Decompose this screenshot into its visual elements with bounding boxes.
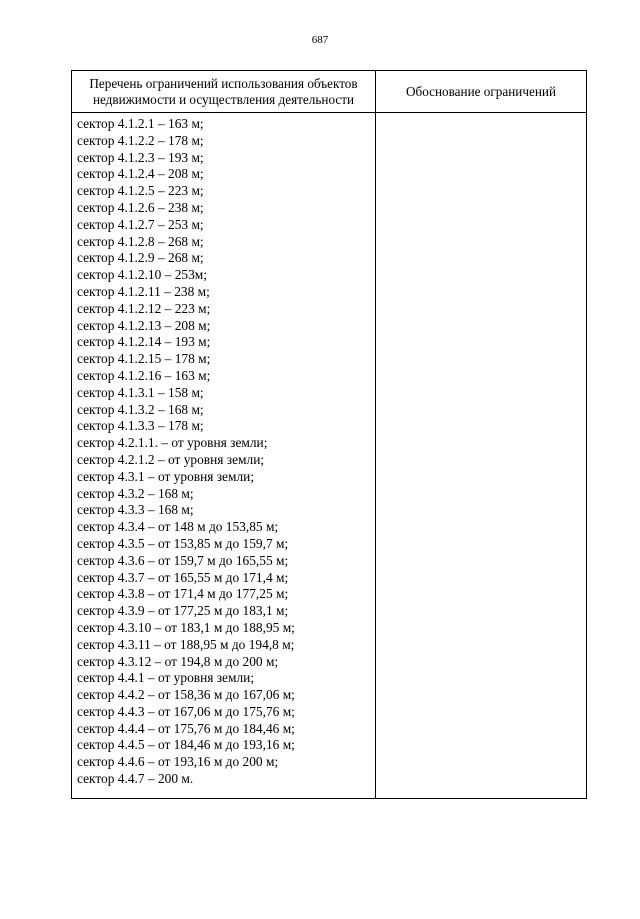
column-divider — [375, 71, 376, 798]
sector-restriction-item: сектор 4.1.2.10 – 253м; — [77, 267, 207, 283]
sector-restriction-item: сектор 4.1.2.12 – 223 м; — [77, 300, 211, 316]
sector-restriction-item: сектор 4.4.2 – от 158,36 м до 167,06 м; — [77, 687, 295, 703]
sector-restriction-item: сектор 4.1.2.16 – 163 м; — [77, 367, 211, 383]
restrictions-table — [71, 70, 587, 799]
sector-restriction-item: сектор 4.3.12 – от 194,8 м до 200 м; — [77, 653, 279, 669]
sector-restriction-item: сектор 4.1.2.6 – 238 м; — [77, 199, 204, 215]
sector-restriction-item: сектор 4.1.2.2 – 178 м; — [77, 132, 204, 148]
sector-restriction-item: сектор 4.1.2.13 – 208 м; — [77, 317, 211, 333]
sector-restriction-item: сектор 4.1.2.5 – 223 м; — [77, 183, 204, 199]
sector-restriction-item: сектор 4.1.3.3 – 178 м; — [77, 418, 204, 434]
sector-restriction-item: сектор 4.3.5 – от 153,85 м до 159,7 м; — [77, 535, 289, 551]
sector-restriction-item: сектор 4.4.1 – от уровня земли; — [77, 670, 255, 686]
header-restrictions-list: Перечень ограничений использования объектов недвижимости и осуществления деятельности — [89, 75, 358, 107]
sector-restriction-item: сектор 4.4.5 – от 184,46 м до 193,16 м; — [77, 737, 295, 753]
sector-restriction-item: сектор 4.3.9 – от 177,25 м до 183,1 м; — [77, 603, 289, 619]
sector-restriction-item: сектор 4.1.3.2 – 168 м; — [77, 401, 204, 417]
sector-restriction-item: сектор 4.1.2.4 – 208 м; — [77, 166, 204, 182]
header-restrictions-justification: Обоснование ограничений — [405, 83, 557, 99]
sector-restriction-item: сектор 4.1.2.14 – 193 м; — [77, 334, 211, 350]
sector-restriction-item: сектор 4.2.1.2 – от уровня земли; — [77, 451, 265, 467]
sector-restriction-item: сектор 4.1.2.11 – 238 м; — [77, 283, 210, 299]
sector-restriction-item: сектор 4.1.3.1 – 158 м; — [77, 384, 204, 400]
sector-restriction-item: сектор 4.3.4 – от 148 м до 153,85 м; — [77, 519, 279, 535]
sector-restriction-item: сектор 4.1.2.9 – 268 м; — [77, 250, 204, 266]
sector-restriction-item: сектор 4.1.2.8 – 268 м; — [77, 233, 204, 249]
sector-restriction-item: сектор 4.3.6 – от 159,7 м до 165,55 м; — [77, 552, 289, 568]
sector-restriction-item: сектор 4.3.10 – от 183,1 м до 188,95 м; — [77, 619, 295, 635]
sector-restriction-item: сектор 4.4.7 – 200 м. — [77, 771, 194, 787]
sector-restriction-item: сектор 4.4.4 – от 175,76 м до 184,46 м; — [77, 720, 295, 736]
sector-restriction-item: сектор 4.1.2.15 – 178 м; — [77, 351, 211, 367]
sector-restriction-item: сектор 4.3.1 – от уровня земли; — [77, 468, 255, 484]
sector-restriction-item: сектор 4.1.2.7 – 253 м; — [77, 216, 204, 232]
sector-restriction-item: сектор 4.1.2.1 – 163 м; — [77, 116, 204, 131]
sector-restriction-item: сектор 4.3.11 – от 188,95 м до 194,8 м; — [77, 636, 295, 652]
sector-list — [77, 116, 373, 788]
sector-restriction-item: сектор 4.1.2.3 – 193 м; — [77, 149, 204, 165]
sector-restriction-item: сектор 4.4.3 – от 167,06 м до 175,76 м; — [77, 703, 295, 719]
sector-restriction-item: сектор 4.3.8 – от 171,4 м до 177,25 м; — [77, 586, 289, 602]
sector-restriction-item: сектор 4.4.6 – от 193,16 м до 200 м; — [77, 754, 279, 770]
sector-restriction-item: сектор 4.3.7 – от 165,55 м до 171,4 м; — [77, 569, 289, 585]
sector-restriction-item: сектор 4.3.3 – 168 м; — [77, 502, 194, 518]
sector-restriction-item: сектор 4.2.1.1. – от уровня земли; — [77, 435, 268, 451]
sector-restriction-item: сектор 4.3.2 – 168 м; — [77, 485, 194, 501]
table-header-row — [72, 71, 586, 113]
page-number: 687 — [311, 34, 329, 46]
